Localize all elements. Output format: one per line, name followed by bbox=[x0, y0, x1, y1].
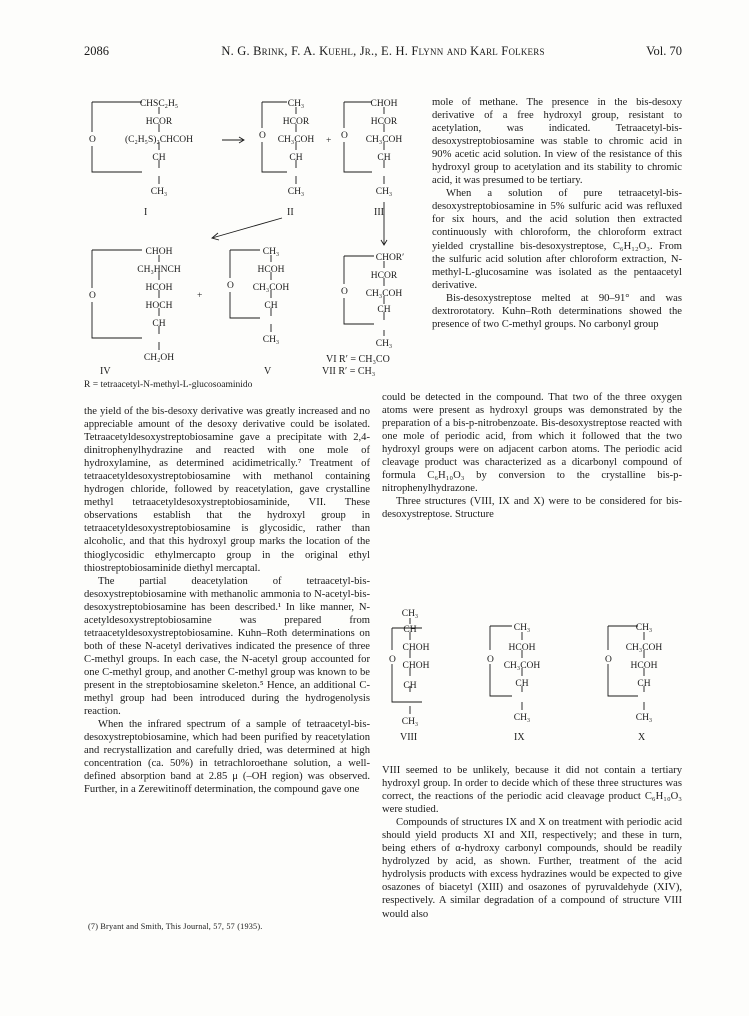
VI-atom-4: CH bbox=[377, 305, 391, 315]
plus-sign-1: + bbox=[326, 136, 332, 146]
VIII-atom-5: CH bbox=[403, 681, 417, 691]
II-atom-1: CH₃ bbox=[287, 99, 305, 109]
paragraph: When a solution of pure tetraacetyl-bis-desoxystreptobiosamine in 5% sulfuric acid was refluxed for six hours, and the acid solution then extracted continuously with chloroform, the chloroform extract yielded crystalline bis-desoxystreptose, C₆H₁₂O₃. From the sulfuric acid solution after chloroform extraction, N-methyl-L-glucosamine was isolated as the pentaacetyl derivative. bbox=[432, 188, 682, 291]
IX-atom-5: CH₃ bbox=[513, 713, 531, 723]
right-column-top bbox=[432, 96, 682, 331]
paragraph: Three structures (VIII, IX and X) were to be considered for bis-desoxystreptose. Structure bbox=[382, 496, 682, 521]
II-atom-4: CH bbox=[289, 153, 303, 163]
V-ring-o: O bbox=[227, 281, 234, 291]
IX-atom-1: CH₃ bbox=[513, 623, 531, 633]
right-column-mid bbox=[382, 391, 682, 521]
I-atom-5: CH₃ bbox=[150, 187, 168, 197]
right-column-bottom bbox=[382, 764, 682, 921]
I-atom-4: CH bbox=[152, 153, 166, 163]
left-column bbox=[84, 405, 370, 796]
VIII-label: VIII bbox=[400, 732, 418, 743]
VI-atom-5: CH₃ bbox=[375, 339, 393, 349]
IV-atom-2: CH₃HNCH bbox=[137, 265, 181, 275]
paragraph: Bis-desoxystreptose melted at 90–91° and was dextrorotatory. Kuhn–Roth determinations showed the presence of two C-methyl groups. No carbonyl group bbox=[432, 292, 682, 330]
I-atom-2: HCOR bbox=[145, 117, 173, 127]
paragraph: could be detected in the compound. That two of the three oxygen atoms were present as hydroxyl groups was demonstrated by the preparation of a bis-p-nitrobenzoate. Bis-desoxystreptose reacted with one mole of periodic acid, from which it followed that the two hydroxyl groups were on adjacent carbon atoms. The periodic acid cleavage product was characterized as a dicarbonyl compound of formula C₆H₁₀O₃ by conversion to the crystalline bis-p-nitrophenylhydrazone. bbox=[382, 392, 682, 495]
II-label: II bbox=[287, 207, 294, 218]
page-number: 2086 bbox=[84, 44, 109, 58]
I-atom-1: CHSC₂H₅ bbox=[139, 99, 179, 109]
IV-atom-5: CH bbox=[152, 319, 166, 329]
VIII-atom-1: CH₃ bbox=[401, 609, 419, 619]
X-ring-o: O bbox=[605, 655, 612, 665]
IV-atom-4: HOCH bbox=[145, 301, 173, 311]
reaction-scheme-left bbox=[82, 90, 432, 390]
X-atom-1: CH₃ bbox=[635, 623, 653, 633]
IX-atom-3: CH₃COH bbox=[503, 661, 541, 671]
VIII-atom-4: CHOH bbox=[402, 661, 430, 671]
IX-ring-o: O bbox=[487, 655, 494, 665]
III-label: III bbox=[374, 207, 384, 218]
running-header bbox=[84, 44, 682, 62]
VI-atom-1: CHOR′ bbox=[375, 253, 405, 263]
II-atom-5: CH₃ bbox=[287, 187, 305, 197]
IX-atom-4: CH bbox=[515, 679, 529, 689]
V-atom-1: CH₃ bbox=[262, 247, 280, 257]
VIII-atom-2: CH bbox=[403, 625, 417, 635]
structures-viii-ix-x bbox=[382, 604, 682, 754]
VI-atom-2: HCOR bbox=[370, 271, 398, 281]
X-atom-3: HCOH bbox=[630, 661, 658, 671]
II-atom-2: HCOR bbox=[282, 117, 310, 127]
plus-sign-2: + bbox=[197, 291, 203, 301]
III-ring-o: O bbox=[341, 131, 348, 141]
I-ring-o: O bbox=[89, 135, 96, 145]
X-atom-5: CH₃ bbox=[635, 713, 653, 723]
V-atom-2: HCOH bbox=[257, 265, 285, 275]
VI-atom-3: CH₃COH bbox=[365, 289, 403, 299]
I-atom-3: (C₂H₅S)₂CHCOH bbox=[125, 135, 193, 145]
paragraph: When the infrared spectrum of a sample of tetraacetyl-bis-desoxystreptobiosamine, which had been purified by reacetylation and recrystallization and carefully dried, was determined at high concentration (ca. 50%) in tetrachloroethane solution, a well-defined absorption band at 2.85 μ (–OH region) was observed. Further, in a Zerewitinoff determination, the compound gave one bbox=[84, 719, 370, 796]
V-atom-5: CH₃ bbox=[262, 335, 280, 345]
paragraph: mole of methane. The presence in the bis-desoxy derivative of a free hydroxyl group, resistant to acetylation, was indicated. Tetraacetyl-bis-desoxystreptobiosamine was stable to chromic acid in 90% acetic acid solution. In view of the resistance of this hydroxyl group to acetylation and its stability to chromic acid, it was presumed to be tertiary. bbox=[432, 97, 682, 187]
V-atom-3: CH₃COH bbox=[252, 283, 290, 293]
footnote: (7) Bryant and Smith, This Journal, 57, 57 (1935). bbox=[88, 922, 263, 931]
IV-atom-3: HCOH bbox=[145, 283, 173, 293]
VIII-atom-6: CH₃ bbox=[401, 717, 419, 727]
VIII-ring-o: O bbox=[389, 655, 396, 665]
running-authors: N. G. Brink, F. A. Kuehl, Jr., E. H. Flynn and Karl Folkers bbox=[221, 44, 545, 58]
III-atom-3: CH₃COH bbox=[365, 135, 403, 145]
paragraph: Compounds of structures IX and X on treatment with periodic acid should yield products XI and XII, respectively; and these in turn, being ethers of α-hydroxy carbonyl compounds, should be readily hydrolyzed by acid, as shown. Further, treatment of the acid hydrolysis products with excess hydrazines would be expected to give osazones of biacetyl (XIII) and osazones of pyruvaldehyde (XIV), respectively. A similar degradation of a compound of structure VIII would also bbox=[382, 817, 682, 920]
IV-atom-6: CH₂OH bbox=[143, 353, 175, 363]
X-label: X bbox=[638, 732, 646, 743]
paragraph: the yield of the bis-desoxy derivative was greatly increased and no appreciable amount of the desoxy derivative could be isolated. Tetraacetyldesoxystreptobiosamine gave a precipitate with 2,4-dinitrophenylhydrazine and reacted with one mole of hydroxylamine, as determined acidimetrically.⁷ Treatment of tetraacetyldesoxystreptobiosamine with methanol containing hydrogen chloride, followed by reacetylation, gave crystalline methyl tetraacetyldesoxystreptobiosaminide, VII. These observations establish that the hydroxyl group in tetraacetyldesoxystreptobiosamine is glycosidic, rather than alcoholic, and that this hydroxyl group marks the location of the thioglycosidic ethylmercapto group in the original ethyl thiostreptobiosaminide diethyl mercaptal. bbox=[84, 406, 370, 574]
IV-label: IV bbox=[100, 366, 111, 377]
V-label: V bbox=[264, 366, 272, 377]
II-ring-o: O bbox=[259, 131, 266, 141]
III-atom-1: CHOH bbox=[370, 99, 398, 109]
VI-rdef: VI R′ = CH₃CO bbox=[326, 354, 390, 365]
VII-rdef: VII R′ = CH₃ bbox=[322, 366, 376, 377]
paragraph: VIII seemed to be unlikely, because it did not contain a tertiary hydroxyl group. In order to decide which of these three structures was correct, the reactions of the periodic acid cleavage product C₆H₁₀O₃ were studied. bbox=[382, 765, 682, 816]
volume-label: Vol. 70 bbox=[646, 44, 682, 58]
VI-ring-o: O bbox=[341, 287, 348, 297]
X-atom-2: CH₃COH bbox=[625, 643, 663, 653]
r-definition-note: R = tetraacetyl-N-methyl-L-glucosoaminido bbox=[84, 380, 253, 390]
IX-atom-2: HCOH bbox=[508, 643, 536, 653]
IX-label: IX bbox=[514, 732, 525, 743]
III-atom-5: CH₃ bbox=[375, 187, 393, 197]
IV-ring-o: O bbox=[89, 291, 96, 301]
III-atom-4: CH bbox=[377, 153, 391, 163]
IV-atom-1: CHOH bbox=[145, 247, 173, 257]
paragraph: The partial deacetylation of tetraacetyl-bis-desoxystreptobiosamine with methanolic ammonia to N-acetyl-bis-desoxystreptobiosamine has been described.¹ In like manner, N-acetyldesoxystreptobiosamine was prepared from tetraacetyldesoxystreptobiosamine. Kuhn–Roth determinations on both of these N-acetyl derivatives indicated the presence of three C-methyl groups. In each case, the N-acetyl group accounted for one C-methyl group, and another C-methyl group was known to be present in the streptobiosamine skeleton.⁵ Hence, an additional C-methyl group had been introduced during the hydrogenolysis reaction. bbox=[84, 575, 370, 718]
V-atom-4: CH bbox=[264, 301, 278, 311]
I-label: I bbox=[144, 207, 148, 218]
X-atom-4: CH bbox=[637, 679, 651, 689]
III-atom-2: HCOR bbox=[370, 117, 398, 127]
VIII-atom-3: CHOH bbox=[402, 643, 430, 653]
II-atom-3: CH₃COH bbox=[277, 135, 315, 145]
